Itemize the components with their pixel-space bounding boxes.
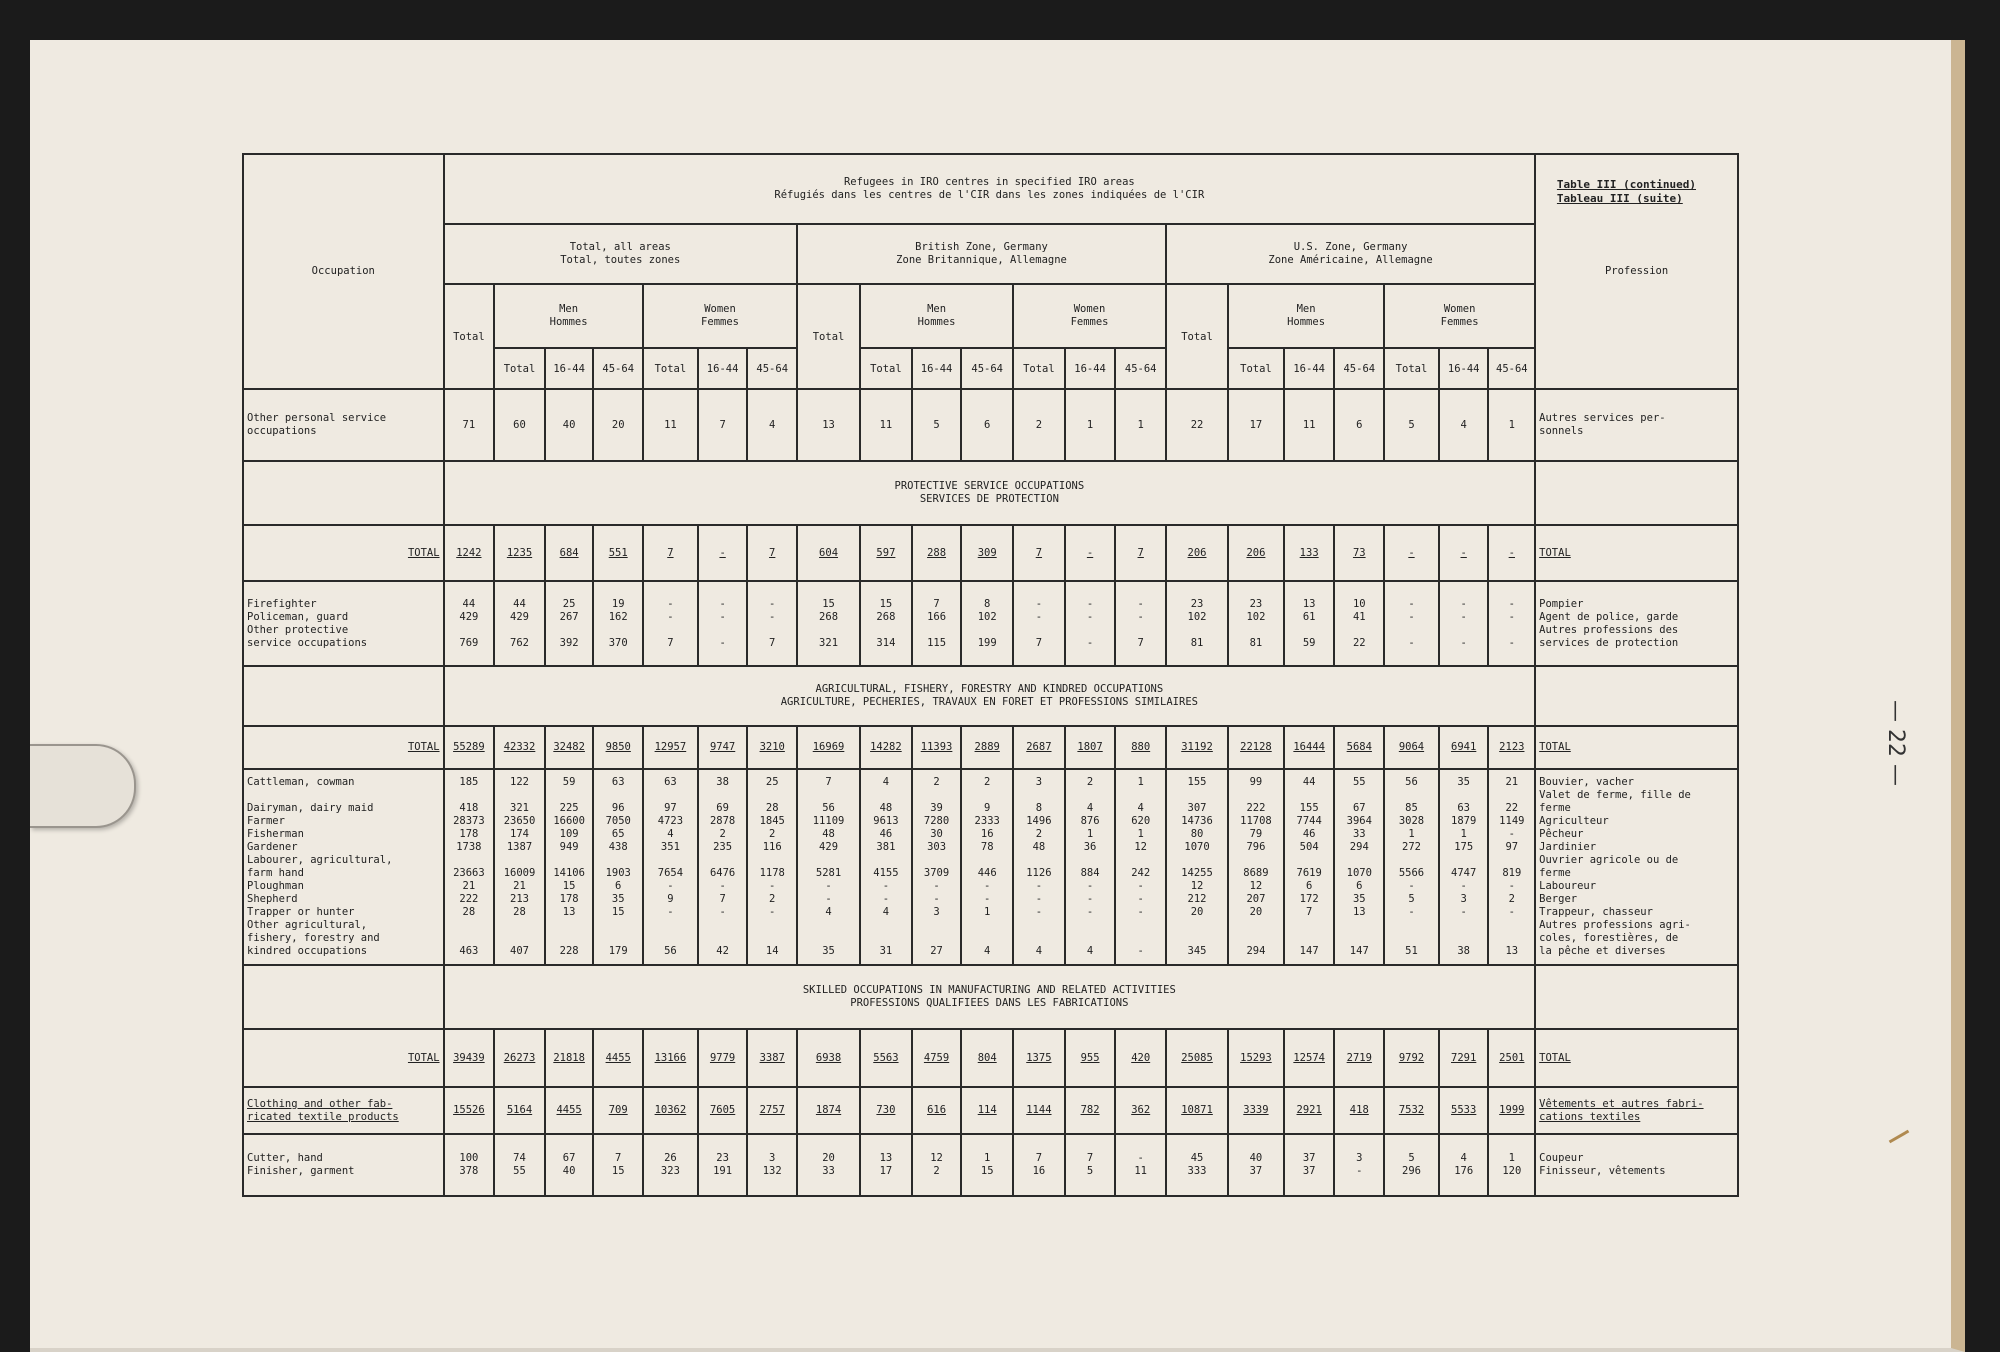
occupation-cell: Cattleman, cowman Dairyman, dairy maid Farmer Fisherman Gardener Labourer, agricultural, farm hand Ploughman Shepherd Trapper or hunter Other agricultural, fishery, forestry and kindred occupations bbox=[243, 769, 444, 965]
value-cell: 31192 bbox=[1166, 726, 1228, 769]
occupation-cell: Firefighter Policeman, guard Other protective service occupations bbox=[243, 581, 444, 666]
value-cell: 38 69 2878 2 235 6476 - 7 - 42 bbox=[698, 769, 748, 965]
value-cell: 1235 bbox=[494, 525, 545, 581]
value-cell: 3210 bbox=[747, 726, 797, 769]
value-cell: 7291 bbox=[1439, 1029, 1489, 1087]
value-cell: - - 7 bbox=[747, 581, 797, 666]
value-cell: 2889 bbox=[961, 726, 1013, 769]
value-cell: 40 37 bbox=[1228, 1134, 1284, 1196]
value-cell: 7605 bbox=[698, 1087, 748, 1134]
value-cell: 25 28 1845 2 116 1178 - 2 - 14 bbox=[747, 769, 797, 965]
table-row bbox=[243, 1029, 1738, 1087]
value-cell: 35 63 1879 1 175 4747 - 3 - 38 bbox=[1439, 769, 1489, 965]
value-cell: - bbox=[1439, 525, 1489, 581]
value-cell: 44 429 769 bbox=[444, 581, 495, 666]
refugees-header: Refugees in IRO centres in specified IRO areas Réfugiés dans les centres de l'CIR dans les zones indiquées de l'CIR bbox=[444, 154, 1536, 224]
value-cell: 22 bbox=[1166, 389, 1228, 462]
value-cell: 362 bbox=[1115, 1087, 1166, 1134]
value-cell: 1144 bbox=[1013, 1087, 1065, 1134]
value-cell: 133 bbox=[1284, 525, 1335, 581]
value-cell: 55 67 3964 33 294 1070 6 35 13 147 bbox=[1334, 769, 1384, 965]
value-cell: 1242 bbox=[444, 525, 495, 581]
value-cell: 5164 bbox=[494, 1087, 545, 1134]
section-agricultural: AGRICULTURAL, FISHERY, FORESTRY AND KINDRED OCCUPATIONS AGRICULTURE, PECHERIES, TRAVAUX EN FORET ET PROFESSIONS SIMILAIRES bbox=[444, 666, 1536, 726]
value-cell: 11 bbox=[860, 389, 912, 462]
table-row bbox=[243, 525, 1738, 581]
value-cell: 100 378 bbox=[444, 1134, 495, 1196]
value-cell: 420 bbox=[1115, 1029, 1166, 1087]
value-cell: 1 bbox=[1065, 389, 1116, 462]
value-cell: 42332 bbox=[494, 726, 545, 769]
value-cell: 709 bbox=[593, 1087, 643, 1134]
value-cell: 22128 bbox=[1228, 726, 1284, 769]
paper-clip bbox=[30, 744, 136, 828]
value-cell: 4 bbox=[747, 389, 797, 462]
occupation-cell: TOTAL bbox=[243, 1029, 444, 1087]
zone1-total-header: Total bbox=[444, 284, 495, 389]
value-cell: 3 8 1496 2 48 1126 - - - 4 bbox=[1013, 769, 1065, 965]
value-cell: 114 bbox=[961, 1087, 1013, 1134]
value-cell: 2501 bbox=[1488, 1029, 1535, 1087]
value-cell: 23 191 bbox=[698, 1134, 748, 1196]
zone3-women-header: Women Femmes bbox=[1384, 284, 1535, 348]
value-cell: 5563 bbox=[860, 1029, 912, 1087]
section-skilled: SKILLED OCCUPATIONS IN MANUFACTURING AND RELATED ACTIVITIES PROFESSIONS QUALIFIEES DANS LES FABRICATIONS bbox=[444, 965, 1536, 1029]
value-cell: 804 bbox=[961, 1029, 1013, 1087]
occupation-cell: Other personal service occupations bbox=[243, 389, 444, 462]
profession-cell: TOTAL bbox=[1535, 1029, 1738, 1087]
value-cell: - - - bbox=[1384, 581, 1439, 666]
value-cell: 10 41 22 bbox=[1334, 581, 1384, 666]
zone-british-header: British Zone, Germany Zone Britannique, Allemagne bbox=[797, 224, 1166, 284]
profession-cell: TOTAL bbox=[1535, 726, 1738, 769]
value-cell: - bbox=[1384, 525, 1439, 581]
value-cell: 5684 bbox=[1334, 726, 1384, 769]
value-cell: 4759 bbox=[912, 1029, 962, 1087]
value-cell: 5 bbox=[1384, 389, 1439, 462]
value-cell: 309 bbox=[961, 525, 1013, 581]
value-cell: - bbox=[1065, 525, 1116, 581]
value-cell: 7 56 11109 48 429 5281 - - 4 35 bbox=[797, 769, 860, 965]
value-cell: 4 bbox=[1439, 389, 1489, 462]
value-cell: 7 166 115 bbox=[912, 581, 962, 666]
value-cell: 2757 bbox=[747, 1087, 797, 1134]
profession-cell: TOTAL bbox=[1535, 525, 1738, 581]
value-cell: 4 48 9613 46 381 4155 - - 4 31 bbox=[860, 769, 912, 965]
value-cell: 7532 bbox=[1384, 1087, 1439, 1134]
value-cell: 551 bbox=[593, 525, 643, 581]
value-cell: 5 bbox=[912, 389, 962, 462]
value-cell: 7 16 bbox=[1013, 1134, 1065, 1196]
pencil-mark bbox=[1889, 1130, 1910, 1144]
value-cell: 955 bbox=[1065, 1029, 1116, 1087]
profession-cell: Bouvier, vacher Valet de ferme, fille de ferme Agriculteur Pêcheur Jardinier Ouvrier agricole ou de ferme Laboureur Berger Trappeur, chasseur Autres professions agri- coles, forestières, de la pêche et diverses bbox=[1535, 769, 1738, 965]
value-cell: 21 22 1149 - 97 819 - 2 - 13 bbox=[1488, 769, 1535, 965]
value-cell: 67 40 bbox=[545, 1134, 594, 1196]
value-cell: 11 bbox=[1284, 389, 1335, 462]
value-cell: 206 bbox=[1166, 525, 1228, 581]
zone2-men-header: Men Hommes bbox=[860, 284, 1013, 348]
occupation-cell: TOTAL bbox=[243, 525, 444, 581]
value-cell: 2921 bbox=[1284, 1087, 1335, 1134]
page-number: — 22 — bbox=[1883, 700, 1908, 786]
value-cell: 44 429 762 bbox=[494, 581, 545, 666]
value-cell: 13 17 bbox=[860, 1134, 912, 1196]
value-cell: 56 85 3028 1 272 5566 - 5 - 51 bbox=[1384, 769, 1439, 965]
value-cell: 3 - bbox=[1334, 1134, 1384, 1196]
value-cell: 2 39 7280 30 303 3709 - - 3 27 bbox=[912, 769, 962, 965]
value-cell: 13166 bbox=[643, 1029, 698, 1087]
value-cell: 684 bbox=[545, 525, 594, 581]
value-cell: 122 321 23650 174 1387 16009 21 213 28 407 bbox=[494, 769, 545, 965]
value-cell: 9064 bbox=[1384, 726, 1439, 769]
profession-header: Profession bbox=[1535, 154, 1738, 389]
value-cell: 288 bbox=[912, 525, 962, 581]
value-cell: 1 15 bbox=[961, 1134, 1013, 1196]
value-cell: 40 bbox=[545, 389, 594, 462]
value-cell: 10362 bbox=[643, 1087, 698, 1134]
value-cell: 13 bbox=[797, 389, 860, 462]
value-cell: 20 33 bbox=[797, 1134, 860, 1196]
value-cell: - - - bbox=[698, 581, 748, 666]
value-cell: 9747 bbox=[698, 726, 748, 769]
value-cell: 2123 bbox=[1488, 726, 1535, 769]
occupation-header: Occupation bbox=[243, 154, 444, 389]
value-cell: 782 bbox=[1065, 1087, 1116, 1134]
value-cell: 1 bbox=[1488, 389, 1535, 462]
value-cell: 13 61 59 bbox=[1284, 581, 1335, 666]
value-cell: 45 333 bbox=[1166, 1134, 1228, 1196]
table-row bbox=[243, 581, 1738, 666]
profession-cell: Pompier Agent de police, garde Autres professions des services de protection bbox=[1535, 581, 1738, 666]
value-cell: 23 102 81 bbox=[1228, 581, 1284, 666]
zone2-total-header: Total bbox=[797, 284, 860, 389]
value-cell: 6 bbox=[961, 389, 1013, 462]
value-cell: 9792 bbox=[1384, 1029, 1439, 1087]
value-cell: - - 7 bbox=[1115, 581, 1166, 666]
profession-cell: Vêtements et autres fabri- cations textiles bbox=[1535, 1087, 1738, 1134]
value-cell: 11393 bbox=[912, 726, 962, 769]
value-cell: 15526 bbox=[444, 1087, 495, 1134]
value-cell: 7 15 bbox=[593, 1134, 643, 1196]
value-cell: 2719 bbox=[1334, 1029, 1384, 1087]
value-cell: 4 176 bbox=[1439, 1134, 1489, 1196]
value-cell: 15 268 314 bbox=[860, 581, 912, 666]
value-cell: 6 bbox=[1334, 389, 1384, 462]
table-reference: Table III (continued) Tableau III (suite) bbox=[1556, 178, 1696, 205]
value-cell: 597 bbox=[860, 525, 912, 581]
value-cell: 880 bbox=[1115, 726, 1166, 769]
value-cell: 32482 bbox=[545, 726, 594, 769]
value-cell: 39439 bbox=[444, 1029, 495, 1087]
value-cell: 21818 bbox=[545, 1029, 594, 1087]
value-cell: 6938 bbox=[797, 1029, 860, 1087]
value-cell: 1807 bbox=[1065, 726, 1116, 769]
value-cell: 59 225 16600 109 949 14106 15 178 13 228 bbox=[545, 769, 594, 965]
value-cell: 5 296 bbox=[1384, 1134, 1439, 1196]
value-cell: 73 bbox=[1334, 525, 1384, 581]
table-row bbox=[243, 1087, 1738, 1134]
value-cell: 7 bbox=[747, 525, 797, 581]
value-cell: - bbox=[1488, 525, 1535, 581]
value-cell: 1375 bbox=[1013, 1029, 1065, 1087]
zone2-women-header: Women Femmes bbox=[1013, 284, 1166, 348]
value-cell: 2 4 876 1 36 884 - - - 4 bbox=[1065, 769, 1116, 965]
value-cell: 4455 bbox=[545, 1087, 594, 1134]
value-cell: 418 bbox=[1334, 1087, 1384, 1134]
value-cell: 11 bbox=[643, 389, 698, 462]
value-cell: 60 bbox=[494, 389, 545, 462]
value-cell: 55289 bbox=[444, 726, 495, 769]
occupation-cell: Clothing and other fab- ricated textile products bbox=[243, 1087, 444, 1134]
value-cell: 74 55 bbox=[494, 1134, 545, 1196]
value-cell: 206 bbox=[1228, 525, 1284, 581]
value-cell: 17 bbox=[1228, 389, 1284, 462]
subheader-row: Total 16-44 45-64 Total 16-44 45-64 Total 16-44 45-64 Total 16-44 45-64 Total 16-44 45-64 Total 16-44 45-64 bbox=[243, 348, 1738, 389]
value-cell: 26273 bbox=[494, 1029, 545, 1087]
value-cell: 37 37 bbox=[1284, 1134, 1335, 1196]
value-cell: 3387 bbox=[747, 1029, 797, 1087]
value-cell: 2 9 2333 16 78 446 - - 1 4 bbox=[961, 769, 1013, 965]
value-cell: 185 418 28373 178 1738 23663 21 222 28 463 bbox=[444, 769, 495, 965]
value-cell: 604 bbox=[797, 525, 860, 581]
value-cell: 155 307 14736 80 1070 14255 12 212 20 345 bbox=[1166, 769, 1228, 965]
value-cell: 99 222 11708 79 796 8689 12 207 20 294 bbox=[1228, 769, 1284, 965]
value-cell: - 11 bbox=[1115, 1134, 1166, 1196]
zone-total-header: Total, all areas Total, toutes zones bbox=[444, 224, 797, 284]
value-cell: 10871 bbox=[1166, 1087, 1228, 1134]
value-cell: 63 97 4723 4 351 7654 - 9 - 56 bbox=[643, 769, 698, 965]
value-cell: 6941 bbox=[1439, 726, 1489, 769]
value-cell: 23 102 81 bbox=[1166, 581, 1228, 666]
value-cell: 1 120 bbox=[1488, 1134, 1535, 1196]
value-cell: 19 162 370 bbox=[593, 581, 643, 666]
value-cell: 7 bbox=[1115, 525, 1166, 581]
value-cell: 25085 bbox=[1166, 1029, 1228, 1087]
zone1-men-header: Men Hommes bbox=[494, 284, 643, 348]
value-cell: 16444 bbox=[1284, 726, 1335, 769]
section-protective: PROTECTIVE SERVICE OCCUPATIONS SERVICES DE PROTECTION bbox=[444, 461, 1536, 525]
value-cell: 9850 bbox=[593, 726, 643, 769]
value-cell: 12 2 bbox=[912, 1134, 962, 1196]
value-cell: 14282 bbox=[860, 726, 912, 769]
zone3-men-header: Men Hommes bbox=[1228, 284, 1384, 348]
value-cell: 1874 bbox=[797, 1087, 860, 1134]
refugee-occupation-table bbox=[242, 153, 1739, 1197]
value-cell: 20 bbox=[593, 389, 643, 462]
occupation-cell: TOTAL bbox=[243, 726, 444, 769]
value-cell: 2687 bbox=[1013, 726, 1065, 769]
value-cell: 1 bbox=[1115, 389, 1166, 462]
value-cell: 15293 bbox=[1228, 1029, 1284, 1087]
table-row bbox=[243, 769, 1738, 965]
value-cell: - - - bbox=[1488, 581, 1535, 666]
value-cell: 15 268 321 bbox=[797, 581, 860, 666]
table-row bbox=[243, 389, 1738, 462]
value-cell: 1 4 620 1 12 242 - - - - bbox=[1115, 769, 1166, 965]
value-cell: 9779 bbox=[698, 1029, 748, 1087]
value-cell: 16969 bbox=[797, 726, 860, 769]
value-cell: 71 bbox=[444, 389, 495, 462]
profession-cell: Coupeur Finisseur, vêtements bbox=[1535, 1134, 1738, 1196]
value-cell: 616 bbox=[912, 1087, 962, 1134]
value-cell: 25 267 392 bbox=[545, 581, 594, 666]
value-cell: 7 bbox=[1013, 525, 1065, 581]
value-cell: 8 102 199 bbox=[961, 581, 1013, 666]
value-cell: 1999 bbox=[1488, 1087, 1535, 1134]
value-cell: 7 5 bbox=[1065, 1134, 1116, 1196]
table-row bbox=[243, 726, 1738, 769]
value-cell: 44 155 7744 46 504 7619 6 172 7 147 bbox=[1284, 769, 1335, 965]
value-cell: - - - bbox=[1065, 581, 1116, 666]
profession-cell: Autres services per- sonnels bbox=[1535, 389, 1738, 462]
value-cell: - - 7 bbox=[1013, 581, 1065, 666]
occupation-cell: Cutter, hand Finisher, garment bbox=[243, 1134, 444, 1196]
value-cell: 4455 bbox=[593, 1029, 643, 1087]
value-cell: 12957 bbox=[643, 726, 698, 769]
value-cell: - - - bbox=[1439, 581, 1489, 666]
value-cell: - bbox=[698, 525, 748, 581]
zone3-total-header: Total bbox=[1166, 284, 1228, 389]
value-cell: 7 bbox=[698, 389, 748, 462]
value-cell: 2 bbox=[1013, 389, 1065, 462]
value-cell: 3339 bbox=[1228, 1087, 1284, 1134]
value-cell: 3 132 bbox=[747, 1134, 797, 1196]
value-cell: 26 323 bbox=[643, 1134, 698, 1196]
table-row bbox=[243, 1134, 1738, 1196]
value-cell: - - 7 bbox=[643, 581, 698, 666]
value-cell: 12574 bbox=[1284, 1029, 1335, 1087]
value-cell: 5533 bbox=[1439, 1087, 1489, 1134]
value-cell: 7 bbox=[643, 525, 698, 581]
zone1-women-header: Women Femmes bbox=[643, 284, 797, 348]
value-cell: 730 bbox=[860, 1087, 912, 1134]
value-cell: 63 96 7050 65 438 1903 6 35 15 179 bbox=[593, 769, 643, 965]
zone-us-header: U.S. Zone, Germany Zone Américaine, Allemagne bbox=[1166, 224, 1535, 284]
